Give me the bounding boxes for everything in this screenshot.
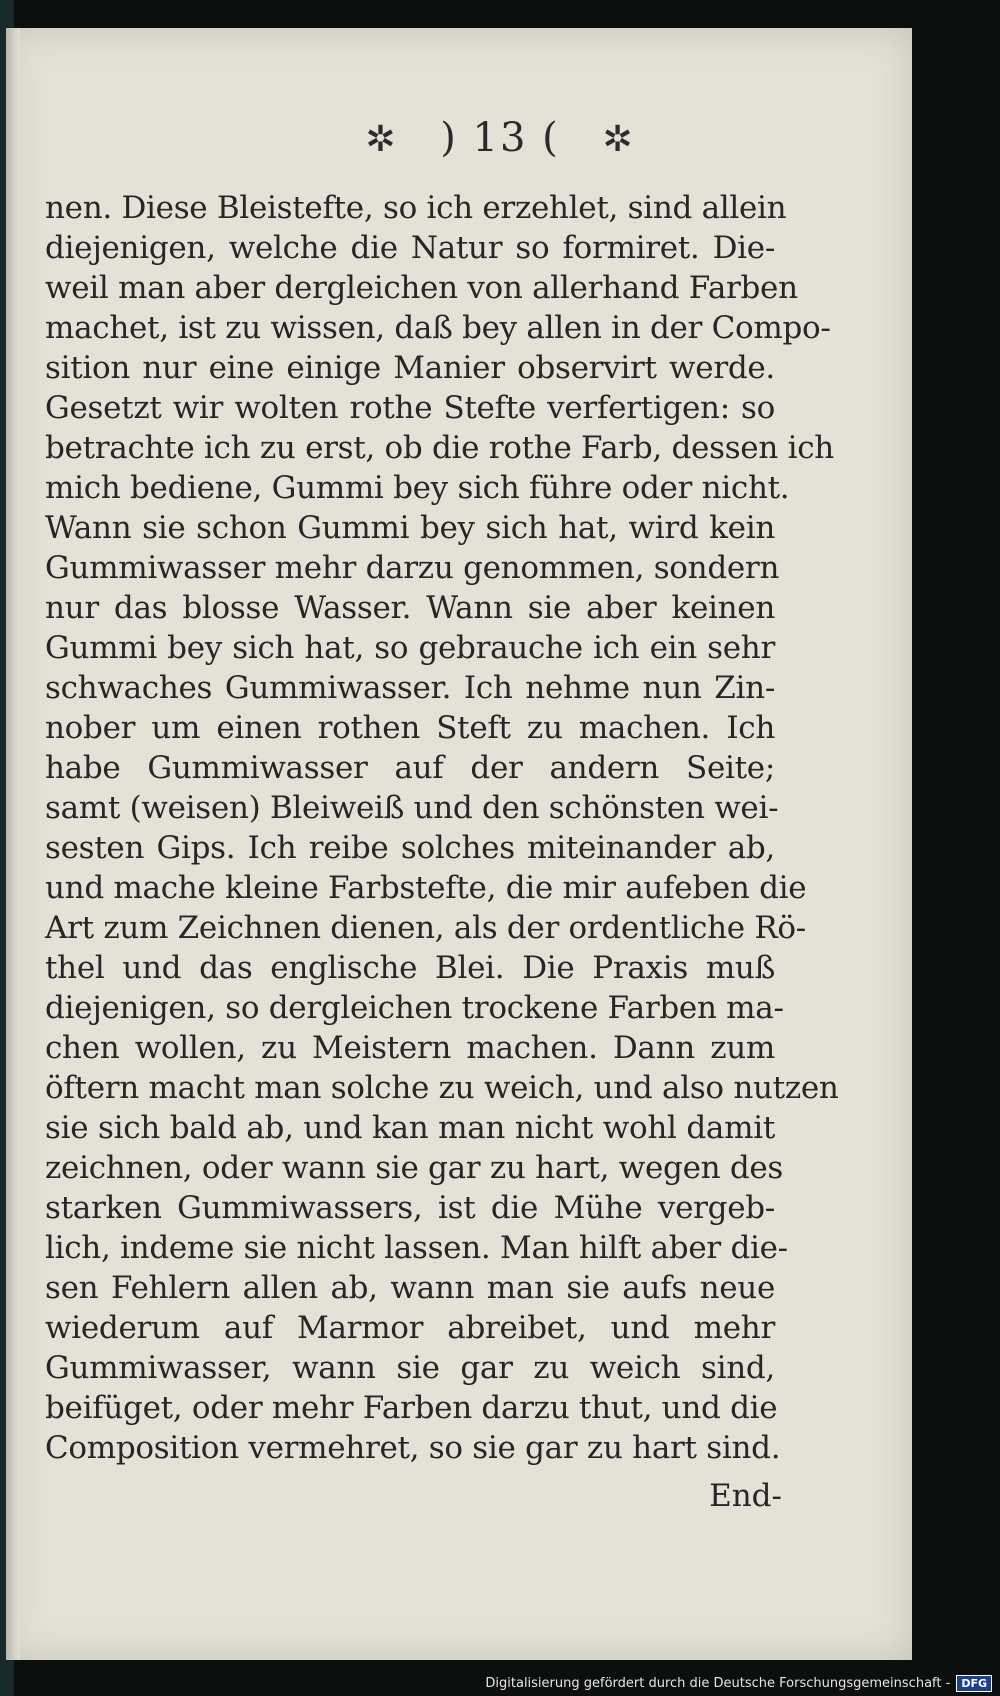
text-line: sie sich bald ab, und kan man nicht wohl damit — [45, 1110, 775, 1146]
text-line: lich, indeme sie nicht lassen. Man hilft aber die- — [45, 1230, 788, 1266]
text-line: Gesetzt wir wolten rothe Stefte verfertigen: so — [45, 390, 775, 426]
text-line: Gummiwasser mehr darzu genommen, sondern — [45, 550, 780, 586]
text-line: nur das blosse Wasser. Wann sie aber keinen — [45, 590, 775, 626]
text-line: machet, ist zu wissen, daß bey allen in der Compo- — [45, 310, 831, 346]
body-text — [45, 188, 839, 1468]
footer-credit: Digitalisierung gefördert durch die Deutsche Forschungsgemeinschaft - — [485, 1676, 951, 1691]
ornament-right-icon: ✲ — [602, 119, 635, 160]
text-line: diejenigen, so dergleichen trockene Farben ma- — [45, 990, 784, 1026]
ornament-left-icon: ✲ — [365, 119, 398, 160]
text-line: Composition vermehret, so sie gar zu hart sind. — [45, 1430, 781, 1466]
digitization-footer — [485, 1675, 992, 1692]
text-line: weil man aber dergleichen von allerhand Farben — [45, 270, 798, 306]
dfg-logo-icon: DFG — [956, 1675, 992, 1692]
text-line: samt (weisen) Bleiweiß und den schönsten wei- — [45, 790, 779, 826]
text-line: starken Gummiwassers, ist die Mühe vergeb- — [45, 1190, 775, 1226]
text-line: mich bediene, Gummi bey sich führe oder nicht. — [45, 470, 790, 506]
text-line: schwaches Gummiwasser. Ich nehme nun Zin- — [45, 670, 775, 706]
text-line: diejenigen, welche die Natur so formiret. Die- — [45, 230, 775, 266]
page-gutter-shadow — [6, 28, 20, 1660]
text-line: zeichnen, oder wann sie gar zu hart, wegen des — [45, 1150, 784, 1186]
text-line: nober um einen rothen Steft zu machen. Ich — [45, 710, 775, 746]
text-line: sen Fehlern allen ab, wann man sie aufs neue — [45, 1270, 775, 1306]
text-line: beifüget, oder mehr Farben darzu thut, und die — [45, 1390, 778, 1426]
text-line: habe Gummiwasser auf der andern Seite; — [45, 750, 775, 786]
catchword: End- — [709, 1478, 782, 1514]
text-line: öftern macht man solche zu weich, und also nutzen — [45, 1070, 839, 1106]
page-header — [0, 115, 1000, 161]
text-line: nen. Diese Bleistefte, so ich erzehlet, sind allein — [45, 190, 787, 226]
text-line: thel und das englische Blei. Die Praxis muß — [45, 950, 775, 986]
text-line: Art zum Zeichnen dienen, als der ordentliche Rö- — [45, 910, 806, 946]
text-line: und mache kleine Farbstefte, die mir aufeben die — [45, 870, 807, 906]
text-line: sition nur eine einige Manier observirt werde. — [45, 350, 775, 386]
page-number: ) 13 ( — [440, 115, 560, 161]
text-line: chen wollen, zu Meistern machen. Dann zum — [45, 1030, 775, 1066]
text-line: sesten Gips. Ich reibe solches miteinander ab, — [45, 830, 775, 866]
text-line: wiederum auf Marmor abreibet, und mehr — [45, 1310, 775, 1346]
text-line: betrachte ich zu erst, ob die rothe Farb, dessen ich — [45, 430, 834, 466]
text-line: Wann sie schon Gummi bey sich hat, wird kein — [45, 510, 775, 546]
text-line: Gummiwasser, wann sie gar zu weich sind, — [45, 1350, 775, 1386]
text-line: Gummi bey sich hat, so gebrauche ich ein sehr — [45, 630, 775, 666]
